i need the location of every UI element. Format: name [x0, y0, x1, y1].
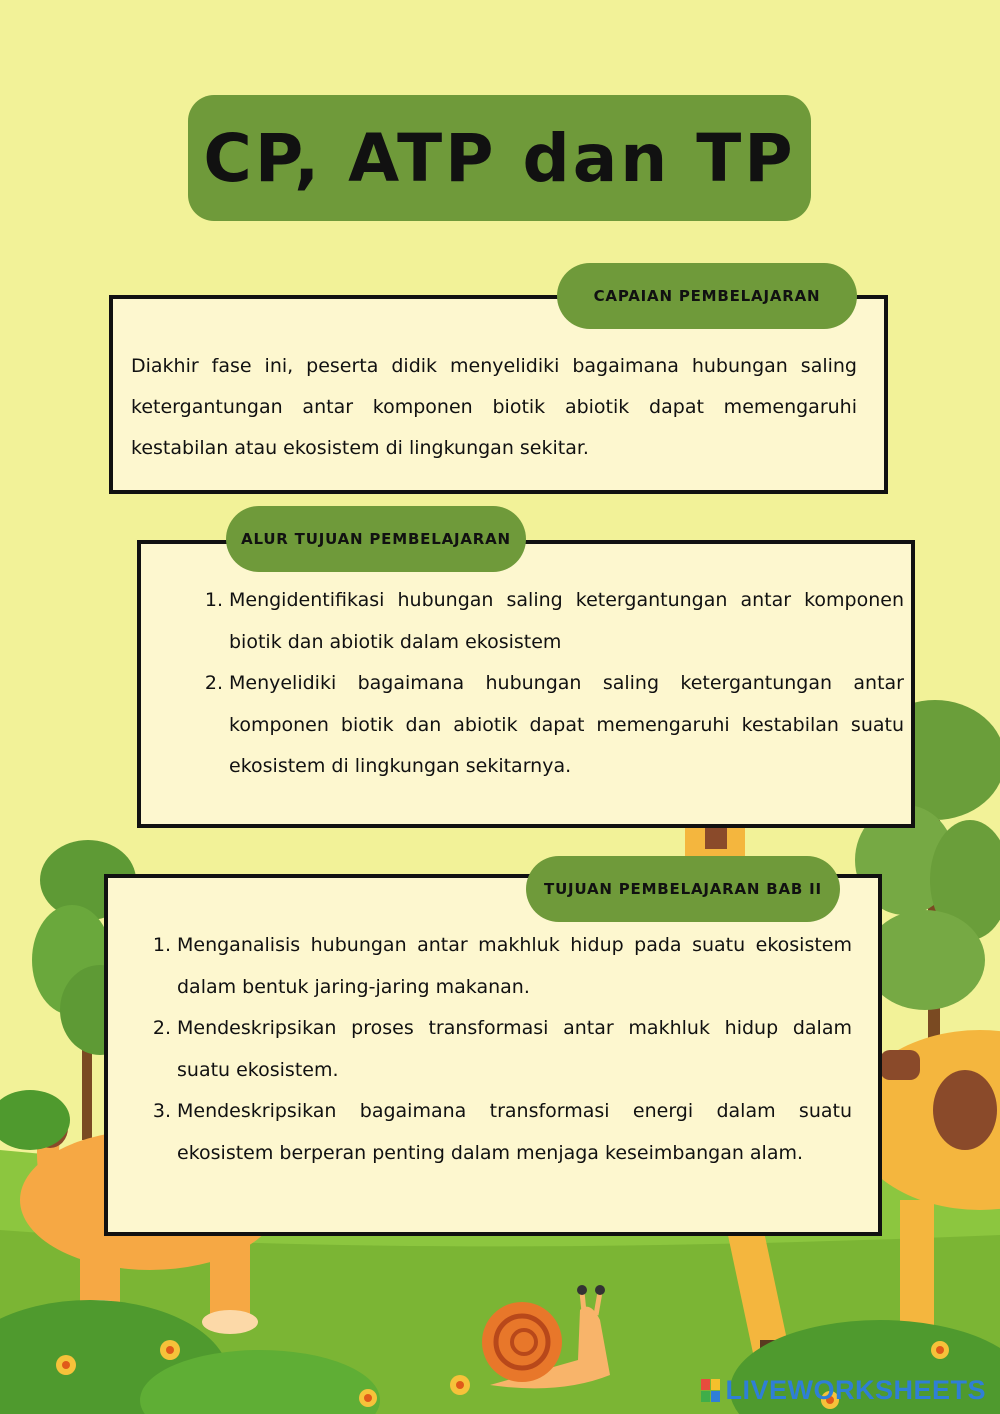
- tujuan-label: TUJUAN PEMBELAJARAN BAB II: [526, 856, 840, 922]
- title-banner: [188, 95, 811, 221]
- list-item: 3. Mendeskripsikan bagaimana transformasi energi dalam suatu ekosistem berperan penting dalam menjaga keseimbangan alam.: [152, 1100, 852, 1164]
- alur-label: ALUR TUJUAN PEMBELAJARAN: [226, 506, 526, 572]
- list-item: 2. Menyelidiki bagaimana hubungan saling ketergantungan antar komponen biotik dan abiotik dapat memengaruhi kestabilan suatu ekosistem di lingkungan sekitarnya.: [204, 672, 904, 777]
- capaian-text: Diakhir fase ini, peserta didik menyelidiki bagaimana hubungan saling ketergantungan antar komponen biotik abiotik dapat memengaruhi kestabilan atau ekosistem di lingkungan sekitar.: [131, 355, 857, 459]
- capaian-label: CAPAIAN PEMBELAJARAN: [557, 263, 857, 329]
- liveworksheets-watermark[interactable]: [701, 1375, 986, 1406]
- list-item: 2. Mendeskripsikan proses transformasi antar makhluk hidup dalam suatu ekosistem.: [152, 1017, 852, 1081]
- tujuan-list: [127, 925, 852, 1174]
- alur-list: [179, 580, 904, 788]
- page-title: CP, ATP dan TP: [203, 119, 796, 197]
- liveworksheets-logo-icon: [701, 1379, 721, 1403]
- list-item: 1. Mengidentifikasi hubungan saling ketergantungan antar komponen biotik dan abiotik dalam ekosistem: [204, 589, 904, 653]
- list-item: 1. Menganalisis hubungan antar makhluk hidup pada suatu ekosistem dalam bentuk jaring-jaring makanan.: [152, 934, 852, 998]
- watermark-text: LIVEWORKSHEETS: [725, 1375, 986, 1405]
